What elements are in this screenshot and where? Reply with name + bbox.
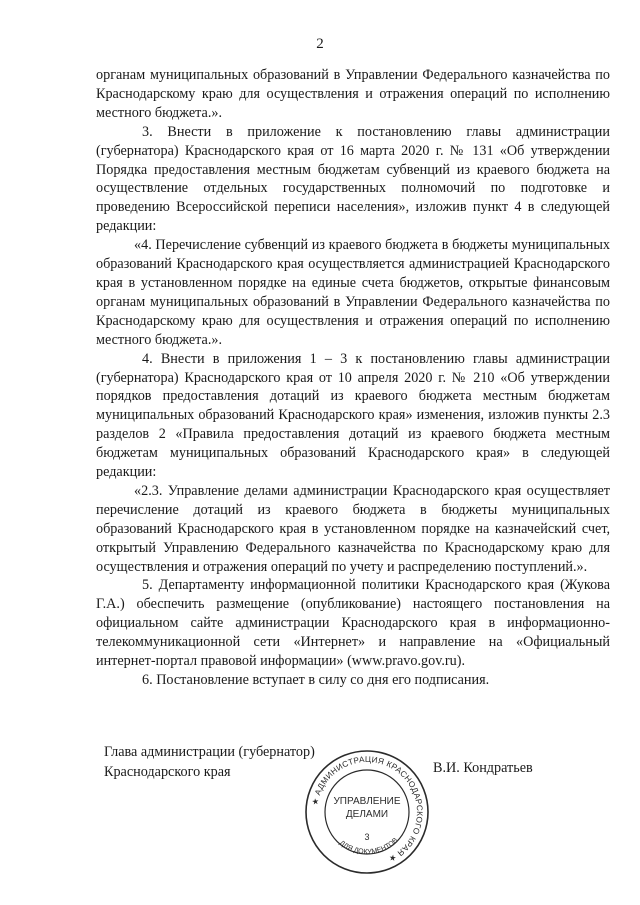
paragraph: 6. Постановление вступает в силу со дня его подписания.	[142, 672, 490, 688]
signatory-title-line: Краснодарского края	[104, 764, 231, 780]
paragraph: 3. Внести в приложение к постановлению главы администрации (губернатора) Краснодарского края от 16 марта 2020 г. № 131 «Об утверждении Порядка предоставления местным бюджетам субвенций из краевого бюджета на осуществление отдельных государственных полномочий по подготовке и проведению Всероссийской переписи населения», изложив пункт 4 в следующей редакции:	[96, 123, 610, 235]
signatory-title-line: Глава администрации (губернатор)	[104, 744, 315, 760]
document-body	[96, 66, 610, 690]
signatory-title	[104, 742, 315, 782]
signatory-name: В.И. Кондратьев	[433, 760, 533, 776]
stamp-ring-text: ★ АДМИНИСТРАЦИЯ КРАСНОДАРСКОГО КРАЯ ★	[310, 754, 425, 864]
paragraph: «4. Перечисление субвенций из краевого бюджета в бюджеты муниципальных образований Краснодарского края осуществляется администрацией Краснодарского края в установленном порядке на единые счета бюджетов, открытые финансовым органам муниципальных образований в Управлении Федерального казначейства по Краснодарскому краю для осуществления и отражения операций по исполнению местного бюджета.».	[96, 237, 610, 348]
stamp-center-line: ДЕЛАМИ	[345, 809, 389, 820]
paragraph: органам муниципальных образований в Управлении Федерального казначейства по Краснодарскому краю для осуществления и отражения операций по исполнению местного бюджета.».	[96, 67, 610, 121]
stamp-number: 3	[364, 832, 370, 842]
paragraph: «2.3. Управление делами администрации Краснодарского края осуществляет перечисление дотаций из краевого бюджета в бюджеты муниципальных образований Краснодарского края в установленном порядке на казначейский счет, открытый Управлению Федерального казначейства по Краснодарскому краю для осуществления и отражения операций по учету и распределению поступлений.».	[96, 482, 610, 575]
stamp-center-line: УПРАВЛЕНИЕ	[333, 796, 401, 807]
paragraph: 4. Внести в приложения 1 – 3 к постановлению главы администрации (губернатора) Краснодарского края от 10 апреля 2020 г. № 210 «Об утверждении порядков предоставления дотаций из краевого бюджета местным бюджетам муниципальных образований Краснодарского края» изменения, изложив пункты 2.3 разделов 2 «Правила предоставления дотаций из краевого бюджета местным бюджетам муниципальных образований Краснодарского края» в следующей редакции:	[96, 350, 610, 481]
official-stamp	[303, 748, 431, 876]
paragraph: 5. Департаменту информационной политики Краснодарского края (Жукова Г.А.) обеспечить размещение (опубликование) настоящего постановления на официальном сайте администрации Краснодарского края в информационно-телекоммуникационной сети «Интернет» и направление на «Официальный интернет-портал правовой информации» (www.pravo.gov.ru).	[96, 577, 610, 670]
page-number: 2	[316, 36, 324, 52]
stamp-bottom-text: ДЛЯ ДОКУМЕНТОВ	[337, 836, 400, 856]
